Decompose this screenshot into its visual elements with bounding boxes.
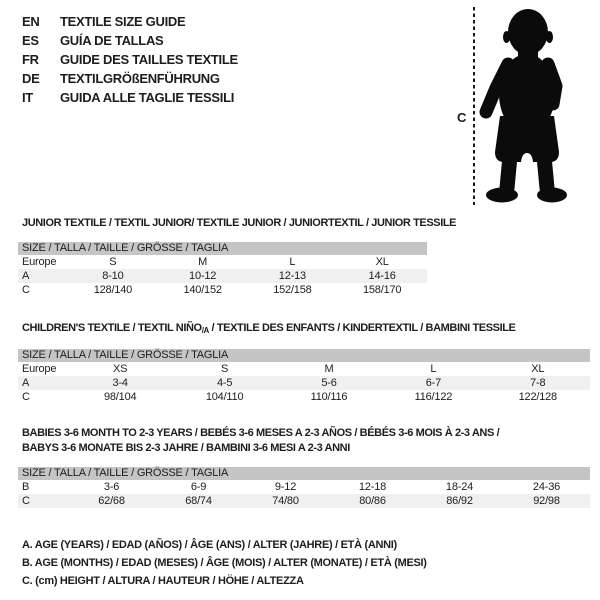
table-title	[18, 321, 590, 338]
cell-value: XS	[113, 363, 128, 375]
cell-value: 80/86	[359, 495, 386, 507]
cell-value: XL	[375, 256, 389, 268]
table-row	[18, 480, 590, 494]
language-code: IT	[22, 90, 33, 105]
cell-value: 8-10	[102, 270, 124, 282]
table-row	[18, 255, 427, 269]
cell-value: 98/104	[103, 391, 137, 403]
cell-value: 92/98	[533, 495, 560, 507]
cell-value: 140/152	[183, 284, 222, 296]
size-header-band: SIZE / TALLA / TAILLE / GRÖSSE / TAGLIA	[18, 242, 427, 255]
language-title: GUIDE DES TAILLES TEXTILE	[60, 52, 238, 67]
cell-value: 158/170	[362, 284, 402, 296]
junior-table	[18, 216, 457, 297]
cell-value: S	[109, 256, 117, 268]
table-title-subscript: /A	[201, 326, 209, 335]
language-row	[22, 50, 238, 69]
size-header-band: SIZE / TALLA / TAILLE / GRÖSSE / TAGLIA	[18, 349, 590, 362]
legend	[22, 536, 427, 590]
cell-value: 122/128	[518, 391, 557, 403]
cell-value: 86/92	[446, 495, 473, 507]
row-label: A	[22, 270, 30, 282]
table-row	[18, 283, 427, 297]
language-code: EN	[22, 14, 40, 29]
cell-value: 6-7	[425, 377, 442, 389]
cell-value: 116/122	[414, 391, 453, 403]
table-row	[18, 390, 590, 404]
language-title-list	[22, 12, 238, 107]
table-title	[18, 426, 590, 456]
row-label: B	[22, 481, 30, 493]
table-title-part: / TEXTILE DES ENFANTS / KINDERTEXTIL / BAMBINI TESSILE	[208, 322, 516, 334]
row-label: Europe	[22, 256, 57, 268]
row-label: A	[22, 377, 30, 389]
table-title: JUNIOR TEXTILE / TEXTIL JUNIOR/ TEXTILE JUNIOR / JUNIORTEXTIL / JUNIOR TESSILE	[22, 217, 457, 229]
language-title: TEXTILGRÖßENFÜHRUNG	[60, 71, 220, 86]
child-silhouette-figure	[450, 4, 600, 208]
row-label: C	[22, 495, 30, 507]
language-title: GUIDA ALLE TAGLIE TESSILI	[60, 90, 235, 105]
cell-value: 3-6	[103, 481, 120, 493]
table-title-line: BABYS 3-6 MONATE BIS 2-3 JAHRE / BAMBINI 3-6 MESI A 2-3 ANNI	[22, 442, 350, 454]
table-row	[18, 269, 427, 283]
cell-value: 9-12	[274, 481, 297, 493]
cell-value: 62/68	[98, 495, 125, 507]
cell-value: 12-18	[358, 481, 387, 493]
cell-value: 7-8	[530, 377, 546, 389]
cell-value: 18-24	[445, 481, 474, 493]
cell-value: 128/140	[93, 284, 133, 296]
toddler-silhouette	[486, 9, 567, 203]
cell-value: 74/80	[272, 495, 299, 507]
cell-value: 6-9	[190, 481, 207, 493]
table-title-part: CHILDREN'S TEXTILE / TEXTIL NIÑO	[22, 322, 202, 334]
language-title: TEXTILE SIZE GUIDE	[60, 14, 186, 29]
cell-value: 12-13	[278, 270, 306, 282]
cell-value: 104/110	[205, 391, 244, 403]
language-code: FR	[22, 52, 39, 67]
cell-value: XL	[531, 363, 545, 375]
cell-value: 24-36	[532, 481, 561, 493]
cell-value: M	[324, 363, 334, 375]
language-row	[22, 88, 238, 107]
children-table	[18, 321, 590, 404]
language-code: ES	[22, 33, 39, 48]
language-row	[22, 31, 238, 50]
language-code: DE	[22, 71, 40, 86]
legend-line-c: C. (cm) HEIGHT / ALTURA / HAUTEUR / HÖHE / ALTEZZA	[22, 575, 304, 587]
language-row	[22, 69, 238, 88]
cell-value: L	[289, 256, 296, 268]
babies-table	[18, 426, 590, 508]
row-label: Europe	[22, 363, 57, 375]
row-label: C	[22, 391, 30, 403]
cell-value: 68/74	[185, 495, 212, 507]
language-title: GUÍA DE TALLAS	[60, 33, 164, 48]
cell-value: S	[221, 363, 229, 375]
table-row	[18, 362, 590, 376]
cell-value: 3-4	[112, 377, 128, 389]
table-title-line: BABIES 3-6 MONTH TO 2-3 YEARS / BEBÉS 3-6 MESES A 2-3 AÑOS / BÉBÉS 3-6 MOIS À 2-3 ANS /	[22, 427, 500, 439]
cell-value: 10-12	[189, 270, 217, 282]
cell-value: 110/116	[310, 391, 348, 403]
cell-value: L	[430, 363, 437, 375]
cell-value: 14-16	[368, 270, 396, 282]
table-row	[18, 494, 590, 508]
height-label: C	[457, 110, 467, 125]
cell-value: 4-5	[216, 377, 233, 389]
toddler-silhouette-svg	[450, 4, 600, 208]
row-label: C	[22, 284, 30, 296]
legend-line-b: B. AGE (MONTHS) / EDAD (MESES) / ÂGE (MOIS) / ALTER (MONATE) / ETÀ (MESI)	[22, 557, 427, 569]
table-row	[18, 376, 590, 390]
cell-value: 5-6	[321, 377, 337, 389]
cell-value: 152/158	[273, 284, 312, 296]
language-row	[22, 12, 238, 31]
cell-value: M	[198, 256, 208, 268]
legend-line-a: A. AGE (YEARS) / EDAD (AÑOS) / ÂGE (ANS) / ALTER (JAHRE) / ETÀ (ANNI)	[22, 539, 397, 551]
size-header-band: SIZE / TALLA / TAILLE / GRÖSSE / TAGLIA	[18, 467, 590, 480]
